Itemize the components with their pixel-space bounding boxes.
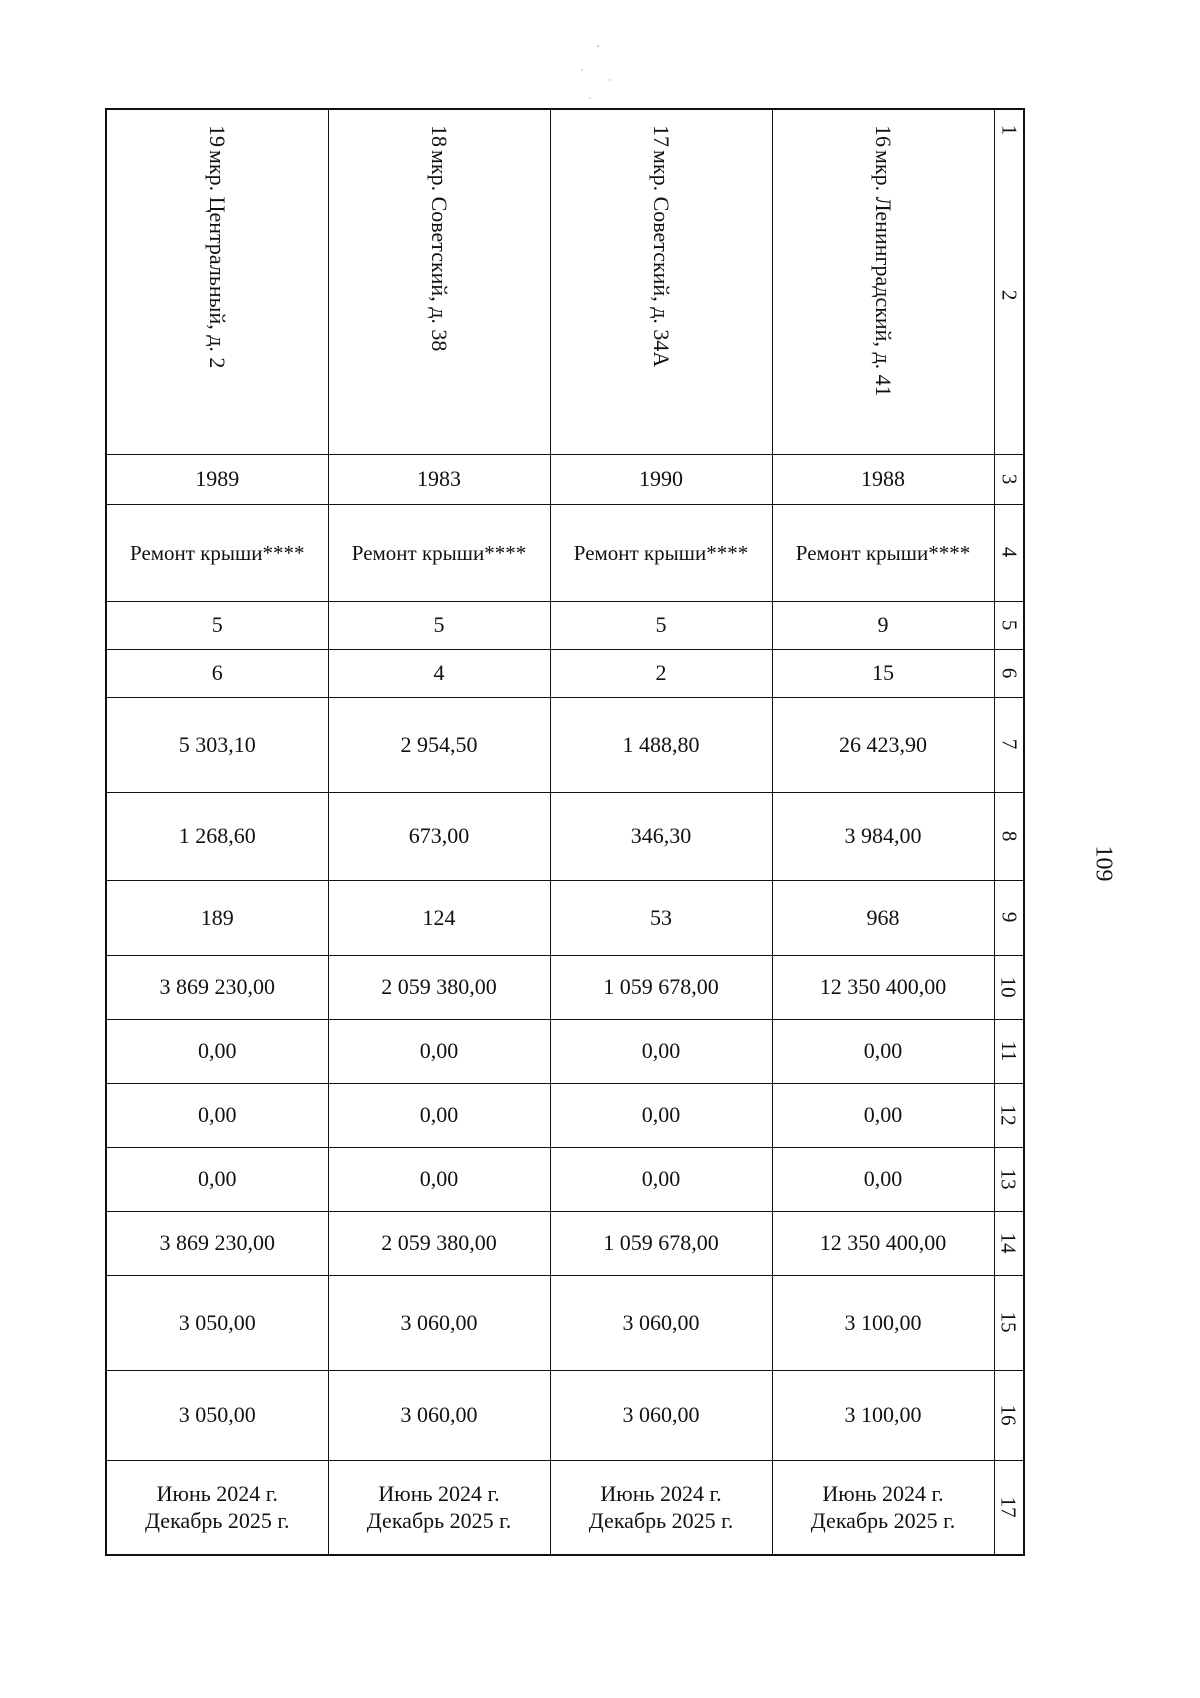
column-number: 8 [996, 830, 1021, 842]
column-number: 5 [996, 619, 1021, 631]
repair-schedule-table [105, 108, 1025, 1556]
value-cell: 0,00 [106, 1083, 328, 1147]
table-row-c6 [106, 649, 1024, 697]
value-cell: 15 [772, 649, 994, 697]
table-row-year [106, 454, 1024, 504]
column-number-cell [994, 1083, 1024, 1147]
column-number-cell [994, 697, 1024, 792]
column-number-cell [994, 1460, 1024, 1555]
table-row-c16 [106, 1370, 1024, 1460]
column-number: 7 [996, 739, 1021, 750]
column-number: 2 [996, 289, 1021, 301]
value-cell: 3 100,00 [772, 1275, 994, 1370]
value-cell: 12 350 400,00 [772, 955, 994, 1019]
value-cell: 12 350 400,00 [772, 1211, 994, 1275]
column-number-cell [994, 504, 1024, 601]
column-number-cell [994, 109, 1024, 454]
table-row-c12 [106, 1083, 1024, 1147]
period-start: Июнь 2024 г. [378, 1480, 500, 1506]
column-number: 13 [996, 1168, 1021, 1190]
table-row-c5 [106, 601, 1024, 649]
record-number: 18 [427, 125, 452, 147]
column-number: 10 [996, 976, 1021, 998]
column-number-cell [994, 1370, 1024, 1460]
value-cell: 5 [106, 601, 328, 649]
value-cell: 2 [550, 649, 772, 697]
work-cell [550, 504, 772, 601]
value-cell: 3 050,00 [106, 1370, 328, 1460]
address-text: мкр. Советский, д. 34А [648, 150, 674, 368]
year-cell: 1983 [328, 454, 550, 504]
address-text: мкр. Ленинградский, д. 41 [870, 150, 896, 397]
value-cell: 0,00 [550, 1019, 772, 1083]
column-number-cell [994, 601, 1024, 649]
value-cell: 3 869 230,00 [106, 1211, 328, 1275]
period-cell [328, 1460, 550, 1555]
period-start: Июнь 2024 г. [156, 1480, 278, 1506]
year-cell: 1989 [106, 454, 328, 504]
value-cell: 5 303,10 [106, 697, 328, 792]
value-cell: 673,00 [328, 792, 550, 880]
value-cell: 0,00 [772, 1019, 994, 1083]
table-row-c10 [106, 955, 1024, 1019]
value-cell: 3 050,00 [106, 1275, 328, 1370]
table-row-address [106, 109, 1024, 454]
value-cell: 189 [106, 880, 328, 955]
table-row-work [106, 504, 1024, 601]
column-number: 9 [996, 912, 1021, 923]
table-row-c14 [106, 1211, 1024, 1275]
table-row-c9 [106, 880, 1024, 955]
value-cell: 0,00 [328, 1083, 550, 1147]
value-cell: 3 060,00 [550, 1275, 772, 1370]
value-cell: 3 060,00 [550, 1370, 772, 1460]
column-number-cell [994, 792, 1024, 880]
column-number-cell [994, 955, 1024, 1019]
value-cell: 346,30 [550, 792, 772, 880]
value-cell: 0,00 [106, 1019, 328, 1083]
column-number: 12 [996, 1104, 1021, 1126]
value-cell: 2 059 380,00 [328, 1211, 550, 1275]
value-cell: 2 059 380,00 [328, 955, 550, 1019]
period-end: Декабрь 2025 г. [810, 1508, 956, 1534]
address-cell [550, 109, 772, 454]
value-cell: 5 [550, 601, 772, 649]
work-text: Ремонт крыши**** [351, 540, 527, 565]
work-text: Ремонт крыши**** [130, 540, 305, 565]
column-number: 15 [996, 1312, 1021, 1333]
record-number: 17 [649, 125, 674, 147]
value-cell: 1 488,80 [550, 697, 772, 792]
work-text: Ремонт крыши**** [573, 540, 749, 565]
work-cell [328, 504, 550, 601]
column-number: 17 [996, 1496, 1021, 1518]
value-cell: 0,00 [550, 1083, 772, 1147]
column-number-cell [994, 1147, 1024, 1211]
value-cell: 4 [328, 649, 550, 697]
column-number-cell [994, 454, 1024, 504]
value-cell: 1 268,60 [106, 792, 328, 880]
scan-speck-marks [560, 40, 630, 110]
work-cell [106, 504, 328, 601]
period-cell [106, 1460, 328, 1555]
period-cell [550, 1460, 772, 1555]
table-row-c11 [106, 1019, 1024, 1083]
record-number: 19 [205, 125, 231, 147]
table-row-c15 [106, 1275, 1024, 1370]
address-text: мкр. Советский, д. 38 [426, 150, 452, 352]
work-text: Ремонт крыши**** [795, 540, 971, 565]
table-row-c13 [106, 1147, 1024, 1211]
value-cell: 9 [772, 601, 994, 649]
column-number-cell [994, 649, 1024, 697]
column-number: 3 [996, 473, 1021, 485]
value-cell: 0,00 [772, 1083, 994, 1147]
value-cell: 0,00 [550, 1147, 772, 1211]
column-number: 6 [996, 667, 1021, 679]
address-cell [106, 109, 328, 454]
value-cell: 0,00 [328, 1147, 550, 1211]
value-cell: 124 [328, 880, 550, 955]
year-cell: 1990 [550, 454, 772, 504]
period-end: Декабрь 2025 г. [588, 1508, 734, 1534]
work-cell [772, 504, 994, 601]
value-cell: 53 [550, 880, 772, 955]
value-cell: 1 059 678,00 [550, 1211, 772, 1275]
column-number-cell [994, 1019, 1024, 1083]
value-cell: 968 [772, 880, 994, 955]
value-cell: 0,00 [772, 1147, 994, 1211]
value-cell: 3 869 230,00 [106, 955, 328, 1019]
record-number: 16 [871, 125, 896, 147]
column-number: 14 [996, 1232, 1021, 1254]
value-cell: 3 100,00 [772, 1370, 994, 1460]
address-cell [772, 109, 994, 454]
value-cell: 2 954,50 [328, 697, 550, 792]
table-row-c7 [106, 697, 1024, 792]
period-start: Июнь 2024 г. [822, 1480, 944, 1506]
period-start: Июнь 2024 г. [600, 1480, 722, 1506]
page-number: 109 [1090, 845, 1117, 882]
period-end: Декабрь 2025 г. [366, 1508, 512, 1534]
column-number: 4 [996, 547, 1021, 558]
value-cell: 1 059 678,00 [550, 955, 772, 1019]
address-text: мкр. Центральный, д. 2 [205, 150, 230, 369]
year-cell: 1988 [772, 454, 994, 504]
period-cell [772, 1460, 994, 1555]
column-number-cell [994, 1275, 1024, 1370]
column-number-cell [994, 880, 1024, 955]
value-cell: 3 060,00 [328, 1370, 550, 1460]
address-cell [328, 109, 550, 454]
period-end: Декабрь 2025 г. [145, 1508, 290, 1534]
table-row-period [106, 1460, 1024, 1555]
column-number: 11 [996, 1040, 1021, 1062]
value-cell: 26 423,90 [772, 697, 994, 792]
value-cell: 6 [106, 649, 328, 697]
value-cell: 5 [328, 601, 550, 649]
value-cell: 0,00 [106, 1147, 328, 1211]
column-number-cell [994, 1211, 1024, 1275]
table-row-c8 [106, 792, 1024, 880]
column-number: 16 [996, 1404, 1021, 1426]
column-number: 1 [996, 124, 1021, 136]
value-cell: 0,00 [328, 1019, 550, 1083]
value-cell: 3 060,00 [328, 1275, 550, 1370]
value-cell: 3 984,00 [772, 792, 994, 880]
